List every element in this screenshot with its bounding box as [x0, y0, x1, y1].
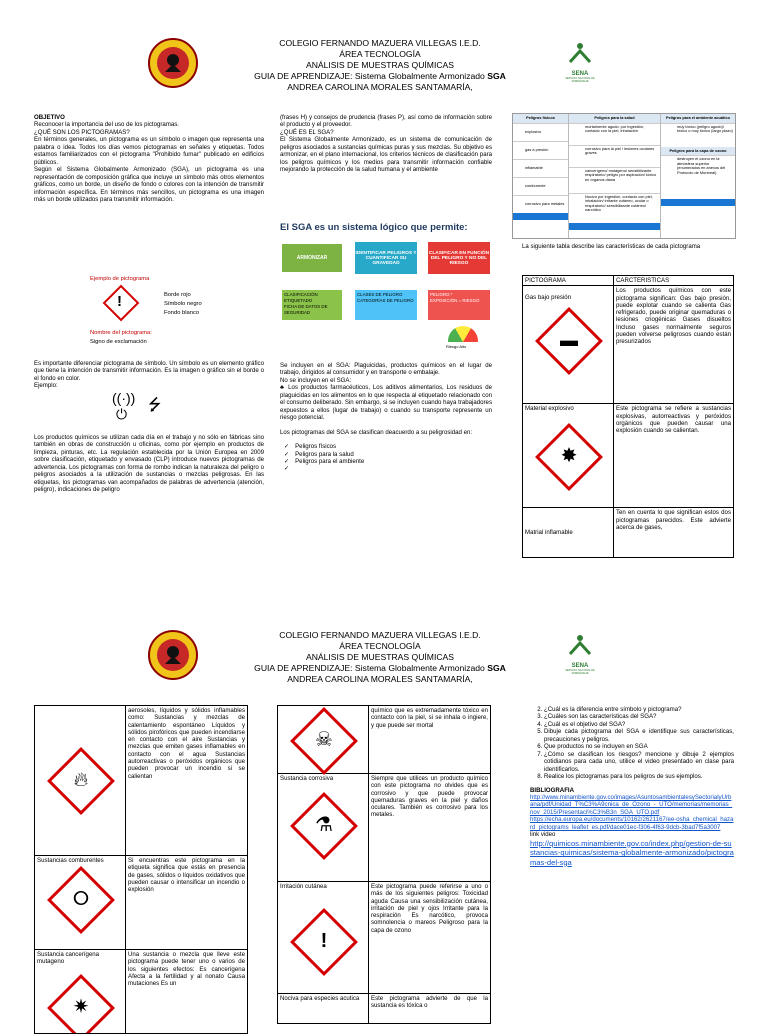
row-toxic-desc: químico que es extremadamente tóxico en contacto con la piel, si se inhala o ingiere, y que puede ser mortal [369, 706, 491, 774]
sena-label: SENA [571, 663, 589, 669]
bibliography-title: BIBLIOGRAFIA [530, 786, 575, 794]
box-clasificar: CLASIFICAR EN FUNCIÓN DEL PELIGRO Y NO DEL RIESGO [428, 242, 490, 274]
img-col-physical [513, 114, 569, 238]
img-r3: inflamable [513, 159, 568, 177]
row-oxidizer-name: Sustancias comburentes ⭘ [35, 856, 126, 950]
column-1-bottom [34, 434, 264, 494]
corrosion-pictogram [290, 792, 358, 860]
list-item: ✓ Peligros para la salud [296, 451, 492, 458]
img-s1: mortalmente agudo: por ingestión, contacto con la piel, inhalación [569, 123, 660, 145]
img-e1: Peligros para el ambiente acuático [661, 114, 735, 123]
col2-paragraph-5: ♣ Los productos farmacéuticos, Los aditivos alimentarios, Los residuos de plaguicidas en los alimentos en lo que respecta al etiquetado relacionado con el consumo deliberado. Sin embargo, si se incluyen cuando haya trabajadores expuestos a ellos (lugar de trabajo) o cuando su transporte represente un riesgo potencial. [280, 384, 492, 422]
explosive-pictogram [535, 423, 603, 491]
subject-name: ANÁLISIS DE MUESTRAS QUÍMICAS [305, 652, 455, 662]
img-blue-bar [513, 213, 568, 220]
skull-pictogram [290, 707, 358, 775]
symbol-examples [112, 390, 172, 430]
school-crest-logo [148, 38, 198, 88]
label-fondo: Fondo blanco [164, 310, 200, 316]
question-pictogramas: ¿QUÉ SON LOS PICTOGRAMAS? [34, 128, 130, 136]
area-name: ÁREA TECNOLOGÍA [339, 49, 421, 59]
health-hazard-icon: ✷ [72, 995, 90, 1018]
img-blue-bar [569, 223, 660, 230]
row-corrosive-name: Sustancia corrosiva ⚗ [278, 774, 369, 882]
pictogram-name-title: Nombre del pictograma: [90, 330, 152, 336]
row-explosive-desc: Este pictograma se refiere a sustancias explosivas, autorreactivas y peróxidos orgánicos que pueden causar una explosión cuando se calientan. [614, 404, 734, 508]
questions-column [530, 706, 734, 867]
flame-icon: 🔥︎ [73, 768, 89, 791]
label-borde: Borde rojo [164, 292, 191, 298]
g1-item: FICHA DE DATOS DE SEGURIDAD [284, 304, 328, 315]
paragraph-2: Según el Sistema Globalmente Armonizado (SGA), un pictograma es una representación de composición gráfica que incluye un símbolo más otros elementos gráficos, como un borde, un diseño de fondo o colores con la intención de transmitir información específica. En términos más sencillos, un pictograma es una imagen más un borde utilizados para transmitir información. [34, 166, 264, 203]
g3-item: PELIGRO * [430, 292, 453, 297]
question-sga: ¿QUÉ ES EL SGA? [280, 128, 334, 136]
row-aquatic-name: Nociva para especies acutica [278, 994, 369, 1024]
row-aquatic-desc: Este pictograma advierte de que la sustancia es tóxica o [369, 994, 491, 1024]
list-item [296, 465, 492, 472]
wifi-icon: ((·)) [112, 390, 136, 406]
g1-item: ETIQUETADO [284, 298, 313, 303]
column-2-lower [280, 362, 492, 473]
question-item: 8. Realice los pictogramas para los peligros de sus ejemplos. [544, 773, 734, 780]
img-r4: comburente [513, 177, 568, 195]
school-crest-logo [148, 630, 198, 680]
row-flammable-desc-cont: aerosoles, líquidos y sólidos inflamables como: Sustancias y mezclas de calentamiento espontáneo Líquidos y sólidos pirofóricos que pueden incendiarse en contacto con el aire Sustancias y mezclas que emiten gases inflamables en contacto con el agua Sustancias autorreactivas o peróxidos orgánicos que pueden provocar un incendio si se calientan [126, 706, 248, 856]
row-flammable-name: Matrial inflamable [523, 508, 614, 558]
example-title: Ejemplo de pictograma [90, 276, 150, 282]
skull-icon: ☠ [315, 729, 333, 752]
pictogram-table-2 [34, 705, 248, 1034]
bibliography-link-1[interactable]: http://www.minambiente.gov.co/images/AsuntosambientalesySectorialyUrbana/pdf/Unidad_T%C3%A9cnica_de_Ozono_-_UTO/memorias/memorias_nov_2015/Presentaci%C3%B3n_SGA_UTO.pdf [530, 793, 733, 816]
explosion-icon: ✸ [560, 444, 578, 467]
page-2 [0, 612, 768, 1024]
sena-sub: SERVICIO NACIONAL DE APRENDIZAJE [565, 669, 595, 675]
page-header [220, 38, 540, 93]
page-header [220, 630, 540, 685]
col2-paragraph-3: Se incluyen en el SGA: Plaguicidas, productos químicos en el lugar de trabajo, dirigidos al consumidor y en transporte o embalaje. [280, 362, 492, 377]
paragraph-3: Es importante diferenciar pictograma de símbolo. Un símbolo es un elemento gráfico que tiene la intención de transmitir información. Es la imagen o gráfico sin el borde o el fondo en color. [34, 360, 264, 382]
img-blue-bar [661, 199, 735, 206]
paragraph-1: En términos generales, un pictograma es un símbolo o imagen que representa una palabra o idea. Todos los días vemos pictogramas en señales y etiquetas. Todos estamos familiarizados con el pictograma "Prohibido fumar" publicado en edificios públicos. [34, 136, 264, 166]
usb-icon: ⭍ [148, 397, 162, 414]
pictogram-table-3 [277, 705, 491, 1024]
teacher-name: ANDREA CAROLINA MORALES SANTAMARÍA, [287, 674, 473, 684]
list-item: ✓ Peligros físicos [296, 443, 492, 450]
question-item: 7. ¿Cómo se clasifican los riesgos? mencione y dibuje 2 ejemplos cotidianos para cada uno, utilice el video presentado en clase para identificarlos. [544, 751, 734, 773]
g2-item: CATEGORÍAS DE PELIGRO [357, 298, 414, 303]
power-icon: ⏻ [116, 406, 128, 422]
col2-paragraph-4: No se incluyen en el SGA: [280, 376, 352, 384]
ejemplo-label: Ejemplo: [34, 382, 58, 390]
column-1-lower [34, 360, 264, 390]
guide-title: GUIA DE APRENDIZAJE: Sistema Globalmente Armonizado SGA [254, 663, 506, 673]
col2-paragraph-1: (frases H) y consejos de prudencia (frases P), así como de información sobre el producto y el proveedor. [280, 114, 492, 129]
flame-pictogram [47, 747, 115, 815]
guide-title: GUIA DE APRENDIZAJE: Sistema Globalmente Armonizado SGA [254, 71, 506, 81]
pictogram-name-value: Signo de exclamación [90, 339, 147, 345]
row-carcinogen-name: Sustancia cancerígena mutageno ✷ [35, 950, 126, 1034]
gauge-icon [448, 326, 478, 342]
img-s2: corrosivo para la piel / lesiones oculares graves [569, 145, 660, 167]
g3-item: EXPOSICIÓN = RIESGO [430, 298, 480, 303]
table-intro: La siguiente tabla describe las características de cada pictograma [522, 243, 701, 250]
bibliography-link-2[interactable]: https://echa.europa.eu/documents/10162/2621167/ee-osha_chemical_hazard_pictograms_leaflet_es.pdf/dace01ec-f306-4f63-9dcb-3bad7f5a3007 [530, 816, 734, 831]
column-1 [34, 114, 264, 203]
oxidizer-pictogram [47, 866, 115, 934]
box-armonizar: ARMONIZAR [282, 244, 342, 272]
row-flammable-picto [35, 706, 126, 856]
school-name: COLEGIO FERNANDO MAZUERA VILLEGAS I.E.D. [279, 38, 481, 48]
img-e2: muy tóxico (peligro agudo)/ tóxico o muy tóxico (largo plazo) [661, 123, 735, 147]
col2-paragraph-6: Los pictogramas del SGA se clasifican deacuerdo a su peligrosidad en: [280, 428, 473, 436]
label-simbolo: Símbolo negro [164, 301, 202, 307]
box-identificar: IDENTIFICAR PELIGROS Y CUANTIFICAR SU GRAVEDAD [355, 242, 417, 274]
exclamation-icon: ! [117, 293, 122, 310]
g1-item: CLASIFICACIÓN [284, 292, 318, 297]
sga-diagram [280, 222, 492, 354]
col2-paragraph-2: El Sistema Globalmente Armonizado, es un sistema de comunicación de peligros asociados a sustancias químicas puras y sus mezclas. Su objetivo es armonizar, en el plano internacional, los criterios técnicos de clasificación para los peligros químicos y los medios para transmitir información confiable mejorando la protección de la salud humana y el ambiente [280, 136, 492, 174]
sena-logo [560, 634, 600, 680]
img-e3: Peligros para la capa de ozono [661, 147, 735, 156]
g2-item: CLASES DE PELIGRO [357, 292, 403, 297]
hazard-overview-image [512, 113, 736, 239]
school-name: COLEGIO FERNANDO MAZUERA VILLEGAS I.E.D. [279, 630, 481, 640]
question-item: 2. ¿Cuál es la diferencia entre símbolo y pictograma? [544, 706, 734, 713]
area-name: ÁREA TECNOLOGÍA [339, 641, 421, 651]
th-caracteristicas: CARCTERISTICAS [614, 276, 734, 286]
img-s3: cancerígeno/ mutágeno/ sensibilizante respiratorio/ peligro por aspiración/ tóxico en órganos diana [569, 167, 660, 193]
list-item: ✓ Peligros para el ambiente [296, 458, 492, 465]
row-irritant-name: Irritación cutánea ! [278, 882, 369, 994]
group-1 [282, 290, 342, 320]
img-r5: corrosivo para metales [513, 195, 568, 213]
img-e4: destruyen el ozono en la atmósfera superior (enumerados en anexos del Protocolo de Montreal) [661, 155, 735, 185]
img-h2: Peligros para la salud [569, 114, 660, 123]
question-item: 3. ¿Cuáles son las características del SGA? [544, 713, 734, 720]
row-carcinogen-desc: Una sustancia o mezcla que lleve este pictograma puede tener uno o varios de los siguientes efectos: Es cancerígena Afecta a la fertilidad y al nonato Causa mutaciones Es un [126, 950, 248, 1034]
hazard-class-list [280, 443, 492, 473]
corrosion-icon: ⚗ [315, 814, 333, 837]
row-flammable-desc: Ten en cuenta lo que significan estos dos pictogramas parecidos. Este advierte acerca de gases, [614, 508, 734, 558]
sena-sub: SERVICIO NACIONAL DE APRENDIZAJE [565, 77, 595, 83]
row-oxidizer-desc: Si encuentras este pictograma en la etiqueta significa que estás en presencia de gases, sólidos o líquidos oxidativos que pueden causar o intensificar un incendio o explosión [126, 856, 248, 950]
video-link-label: link video [530, 831, 556, 839]
img-r2: gas a presión [513, 141, 568, 159]
objetivo-heading: OBJETIVO [34, 114, 65, 121]
question-item: 5. Dibuje cada pictograma del SGA e identifique sus características, precauciones y peligros. [544, 728, 734, 743]
page-gap [0, 580, 768, 612]
video-link[interactable]: http://quimicos.minambiente.gov.co/index.php/gestion-de-sustancias-quimicas/sistema-globalmente-armonizado/pictogramas-del-sga [530, 838, 734, 867]
img-col-env [661, 114, 735, 238]
gas-cylinder-icon: ▬ [560, 330, 578, 351]
gas-cylinder-pictogram [535, 307, 603, 375]
question-item: 4. ¿Cuál es el objetivo del SGA? [544, 721, 734, 728]
row-irritant-desc: Este pictograma puede referirse a uno o más de los siguientes peligros: Toxicidad aguda Causa una sensibilización cutánea, irritación de piel y ojos Irritante para la respiración Es narcótico, provoca somnolencia o mareos Peligroso para la capa de ozono [369, 882, 491, 994]
paragraph-4: Los productos químicos se utilizan cada día en el trabajo y no sólo en fábricas sino también en obras de construcción u oficinas, como por ejemplo en productos de limpieza, pinturas, etc. La regulación establecida por la Unión Europea en 2009 sobre clasificación, etiquetado y envasado (CLP) introduce nuevos pictogramas de advertencia. Los pictogramas con forma de rombo indican la naturaleza del peligro o peligros asociados a la utilización de sustancias o mezclas peligrosas. En las etiquetas, los pictogramas van acompañados de palabras de advertencia (atención, peligro), indicaciones de peligro [34, 434, 264, 494]
img-r1: explosivo [513, 123, 568, 141]
example-pictogram-figure [90, 276, 230, 356]
group-3 [428, 290, 490, 320]
objetivo-text: Reconocer la importancia del uso de los pictogramas. [34, 121, 179, 129]
img-s4: Nocivo por ingestión, contacto con piel, inhalación/ irritante cutáneo, ocular o respiratorio/ sensibilizante cutáneo/ narcótico [569, 193, 660, 223]
row-explosive-name: Material explosivo ✸ [523, 404, 614, 508]
gauge-label: Riesgo Alto [446, 344, 467, 349]
row-gas-desc: Los productos químicos con este pictograma significan: Gas bajo presión, puede explotar cuando se calienta Gas refrigerado, puede originar quemaduras o lesiones criogénicas Gases disueltos Incluso gases normalmente seguros pueden volverse peligrosos cuando están presurizados [614, 286, 734, 404]
health-hazard-pictogram [47, 974, 115, 1033]
column-2 [280, 114, 492, 174]
img-col-health [569, 114, 661, 238]
row-toxic-picto [278, 706, 369, 774]
subject-name: ANÁLISIS DE MUESTRAS QUÍMICAS [305, 60, 455, 70]
exclamation-icon: ! [320, 930, 328, 953]
row-corrosive-desc: Siempre que utilices un producto químico con este pictograma no olvides que es corrosivo y que puede provocar quemaduras graves en la piel y daños oculares. También es corrosivo para los metales. [369, 774, 491, 882]
pictogram-table-1 [522, 275, 734, 558]
sena-logo [560, 42, 600, 88]
group-2 [355, 290, 417, 320]
flame-over-circle-icon: ⭘ [73, 888, 89, 911]
teacher-name: ANDREA CAROLINA MORALES SANTAMARÍA, [287, 82, 473, 92]
exclamation-pictogram [290, 908, 358, 976]
img-h1: Peligros físicos [513, 114, 568, 123]
sena-label: SENA [571, 71, 589, 77]
questions-list [530, 706, 734, 781]
question-item: 6. Que productos no se incluyen en SGA [544, 743, 734, 750]
row-gas-name: Gas bajo presión ▬ [523, 286, 614, 404]
th-pictograma: PICTOGRAMA [523, 276, 614, 286]
sga-banner: El SGA es un sistema lógico que permite: [280, 222, 468, 233]
